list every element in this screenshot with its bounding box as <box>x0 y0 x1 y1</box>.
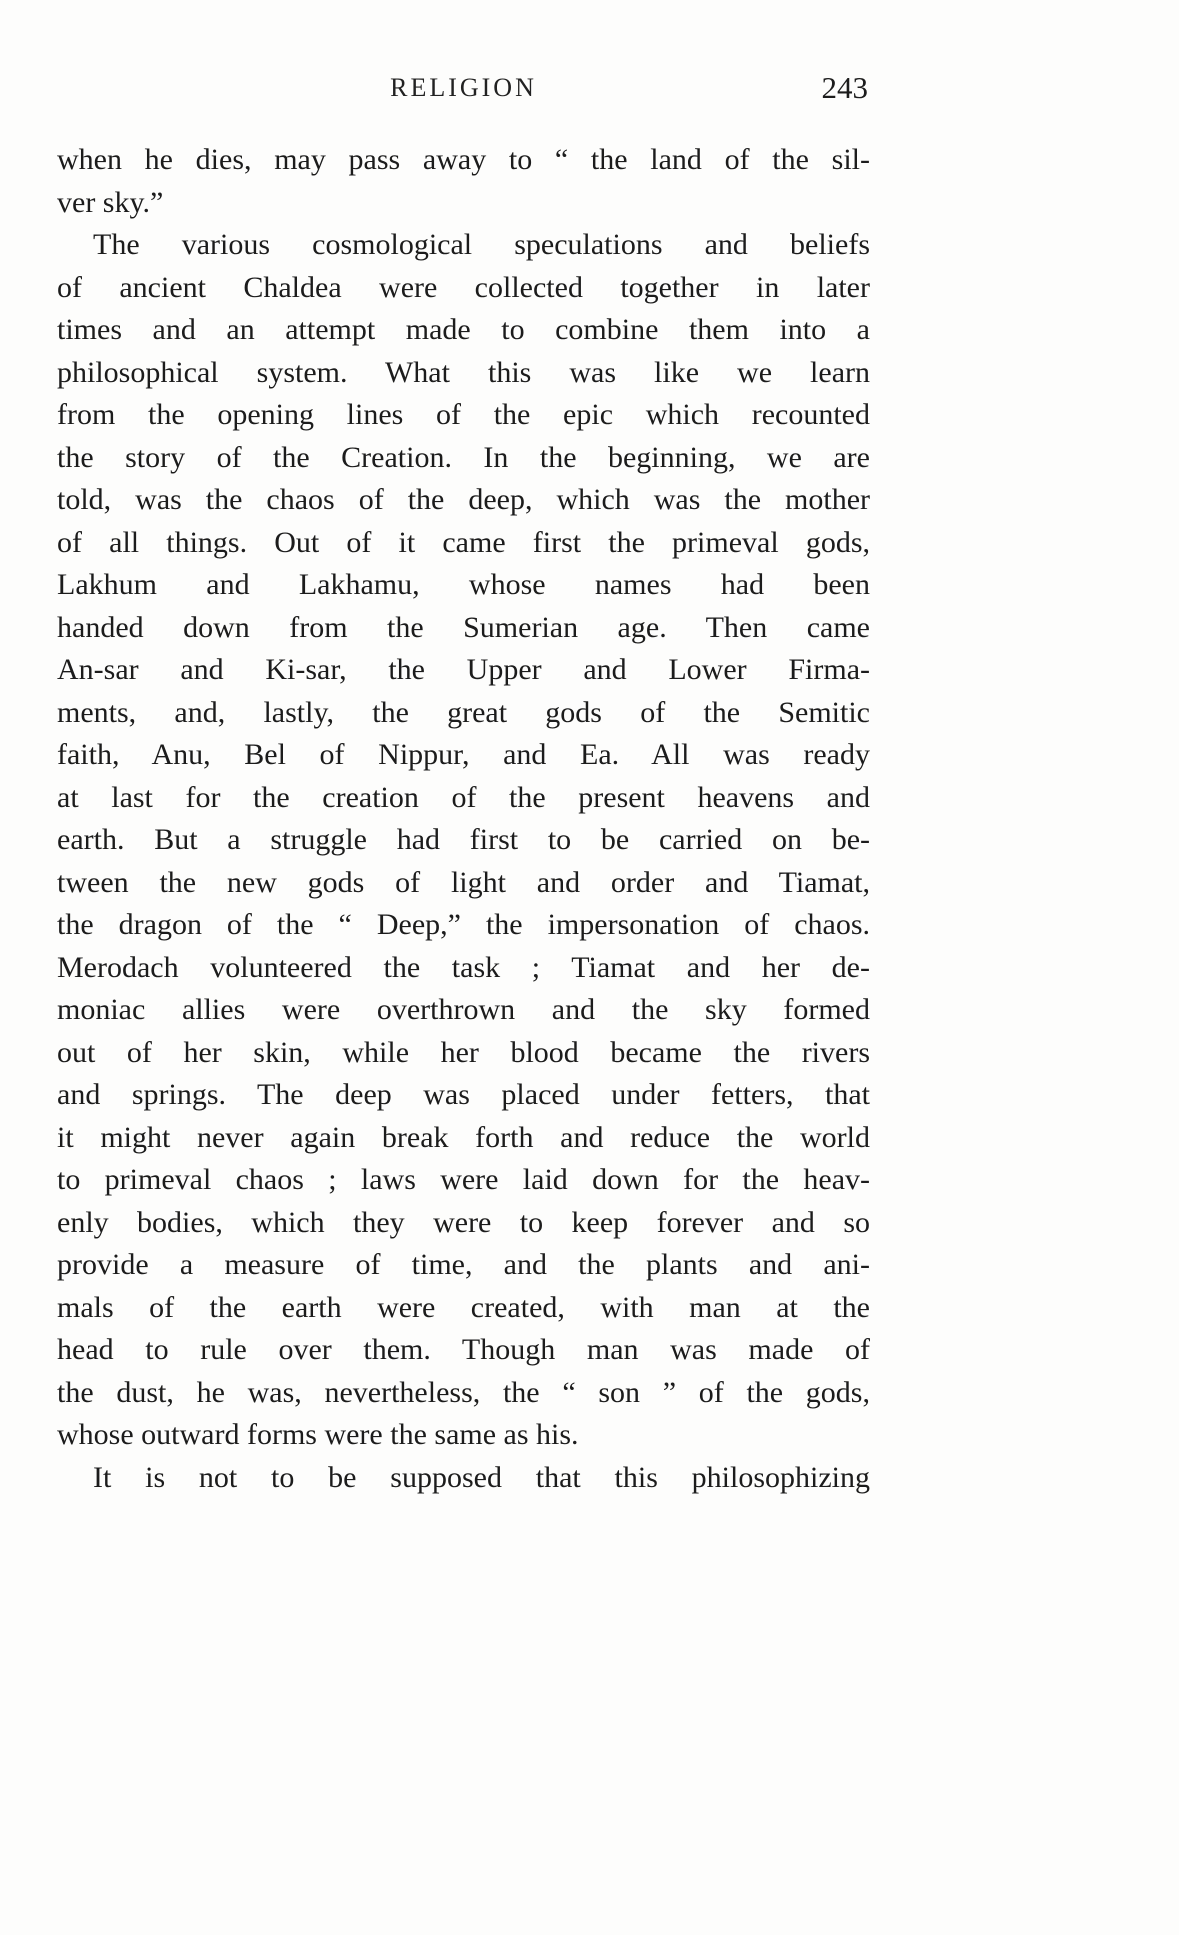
paragraph <box>57 1457 870 1500</box>
text-line: when he dies, may pass away to “ the land of the sil- <box>57 143 870 176</box>
text-line: ver sky.” <box>57 185 164 219</box>
text-line: out of her skin, while her blood became the rivers <box>57 1035 870 1069</box>
text-line: the dragon of the “ Deep,” the impersonation of chaos. <box>57 908 870 941</box>
text-line: of ancient Chaldea were collected together in later <box>57 270 870 304</box>
text-line: faith, Anu, Bel of Nippur, and Ea. All was ready <box>57 738 870 771</box>
text-line: The various cosmological speculations and beliefs <box>93 228 870 261</box>
text-line: the dust, he was, nevertheless, the “ son ” of the gods, <box>57 1375 870 1409</box>
text-line: told, was the chaos of the deep, which was the mother <box>57 483 870 516</box>
text-line: It is not to be supposed that this philosophizing <box>93 1460 870 1494</box>
text-line: earth. But a struggle had first to be carried on be- <box>57 823 870 856</box>
text-line: of all things. Out of it came first the primeval gods, <box>57 525 870 559</box>
text-line: the story of the Creation. In the beginning, we are <box>57 440 870 474</box>
text-line: provide a measure of time, and the plants and ani- <box>57 1248 870 1281</box>
paragraph <box>57 139 870 224</box>
text-line: philosophical system. What this was like we learn <box>57 355 870 389</box>
text-line: moniac allies were overthrown and the sky formed <box>57 993 870 1026</box>
text-line: tween the new gods of light and order and Tiamat, <box>57 865 870 899</box>
text-line: from the opening lines of the epic which recounted <box>57 398 870 431</box>
text-line: whose outward forms were the same as his. <box>57 1418 579 1451</box>
text-line: head to rule over them. Though man was made of <box>57 1333 870 1366</box>
page-header-title: RELIGION <box>390 73 537 102</box>
text-line: times and an attempt made to combine them into a <box>57 313 870 346</box>
page-body <box>57 139 870 1499</box>
text-line: it might never again break forth and reduce the world <box>57 1120 870 1154</box>
text-line: Merodach volunteered the task ; Tiamat and her de- <box>57 950 870 984</box>
text-line: handed down from the Sumerian age. Then came <box>57 610 870 644</box>
text-line: An-sar and Ki-sar, the Upper and Lower Firma- <box>57 653 870 686</box>
running-head <box>57 70 870 110</box>
text-line: mals of the earth were created, with man at the <box>57 1290 870 1324</box>
page-number: 243 <box>821 70 868 105</box>
paragraph <box>57 224 870 1457</box>
text-line: Lakhum and Lakhamu, whose names had been <box>57 568 870 601</box>
text-line: enly bodies, which they were to keep forever and so <box>57 1205 870 1239</box>
text-line: ments, and, lastly, the great gods of the Semitic <box>57 695 870 729</box>
text-line: to primeval chaos ; laws were laid down for the heav- <box>57 1163 870 1196</box>
text-line: at last for the creation of the present heavens and <box>57 780 870 814</box>
text-line: and springs. The deep was placed under fetters, that <box>57 1078 870 1111</box>
